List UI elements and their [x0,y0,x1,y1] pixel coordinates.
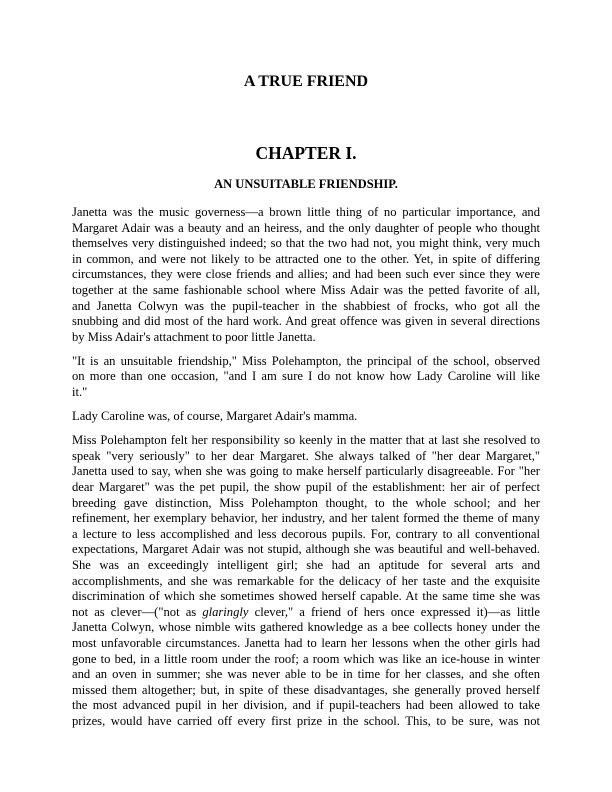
text-line: She was an exceedingly intelligent girl; she had an aptitude for several arts and [72,557,540,572]
paragraph [72,354,540,401]
text-line: a lecture to less accomplished and less decorous pupils. For, contrary to all conventional [72,526,540,541]
text-line: by Miss Adair's attachment to poor little Janetta. [72,329,316,344]
text-line: Margaret Adair was a beauty and an heiress, and the only daughter of people who thought [72,220,540,235]
text-line: on more than one occasion, "and I am sure I do not know how Lady Caroline will like [72,369,540,384]
text-line: most unfavorable circumstances. Janetta had to learn her lessons when the other girls had [72,635,540,650]
chapter-heading: CHAPTER I. [255,143,357,163]
text-line: dear Margaret" was the pet pupil, the show pupil of the establishment: her air of perfect [72,480,540,494]
paragraph [72,409,540,425]
text-line: accomplishments, and she was remarkable for the delicacy of her taste and the exquisite [72,573,540,588]
text-line: discrimination of which she sometimes showed herself capable. At the same time she was [72,589,540,604]
body-text [72,205,540,738]
text-line: expectations, Margaret Adair was not stupid, although she was beautiful and well-behaved. [72,542,540,557]
text-line: and Janetta Colwyn was the pupil-teacher in the shabbiest of frocks, who got all the [72,298,540,313]
text-line: in common, and were not likely to be attracted one to the other. Yet, in spite of differing [72,251,540,266]
text-line: Miss Polehampton felt her responsibility so keenly in the matter that at last she resolved to [72,433,540,448]
text-line: speak "very seriously" to her dear Margaret. She always talked of "her dear Margaret," [72,448,540,463]
text-line: Janetta Colwyn, whose nimble wits gathered knowledge as a bee collects honey under the [72,620,540,635]
text-line: missed them altogether; but, in spite of these disadvantages, she generally proved herself [72,682,540,697]
text-line: Janetta was the music governess—a brown little thing of no particular importance, and [72,205,540,219]
chapter-subtitle: AN UNSUITABLE FRIENDSHIP. [214,177,398,191]
text-line: together at the same fashionable school where Miss Adair was the petted favorite of all, [72,282,540,297]
text-line: snubbing and did most of the hard work. And great offence was given in several directions [72,314,540,329]
text-line: Janetta used to say, when she was going to make herself particularly disagreeable. For "her [72,464,540,479]
text-line: refinement, her exemplary behavior, her industry, and her talent formed the theme of many [72,511,540,526]
text-line: the most advanced pupil in her division, and if pupil-teachers had been allowed to take [72,698,540,713]
text-line: not as clever—("not as glaringly clever," a friend of hers once expressed it)—as little [72,604,540,619]
text-line: it." [72,385,88,400]
text-line: circumstances, they were close friends and allies; and had been such ever since they were [72,267,540,282]
text-line: themselves very distinguished indeed; so that the two had not, you might think, very much [72,236,540,251]
text-line: gone to bed, in a little room under the roof; a room which was like an ice-house in winter [72,651,540,666]
book-title: A TRUE FRIEND [243,73,369,90]
paragraph [72,433,540,729]
text-line: breeding gave distinction, Miss Polehampton thought, to the whole school; and her [72,495,540,510]
text-line: prizes, would have carried off every first prize in the school. This, to be sure, was not [72,713,540,728]
text-line: Lady Caroline was, of course, Margaret Adair's mamma. [72,409,358,424]
text-line: "It is an unsuitable friendship," Miss Polehampton, the principal of the school, observed [72,353,540,368]
text-line: and an oven in summer; she was never able to be in time for her classes, and she often [72,667,540,682]
paragraph [72,205,540,345]
